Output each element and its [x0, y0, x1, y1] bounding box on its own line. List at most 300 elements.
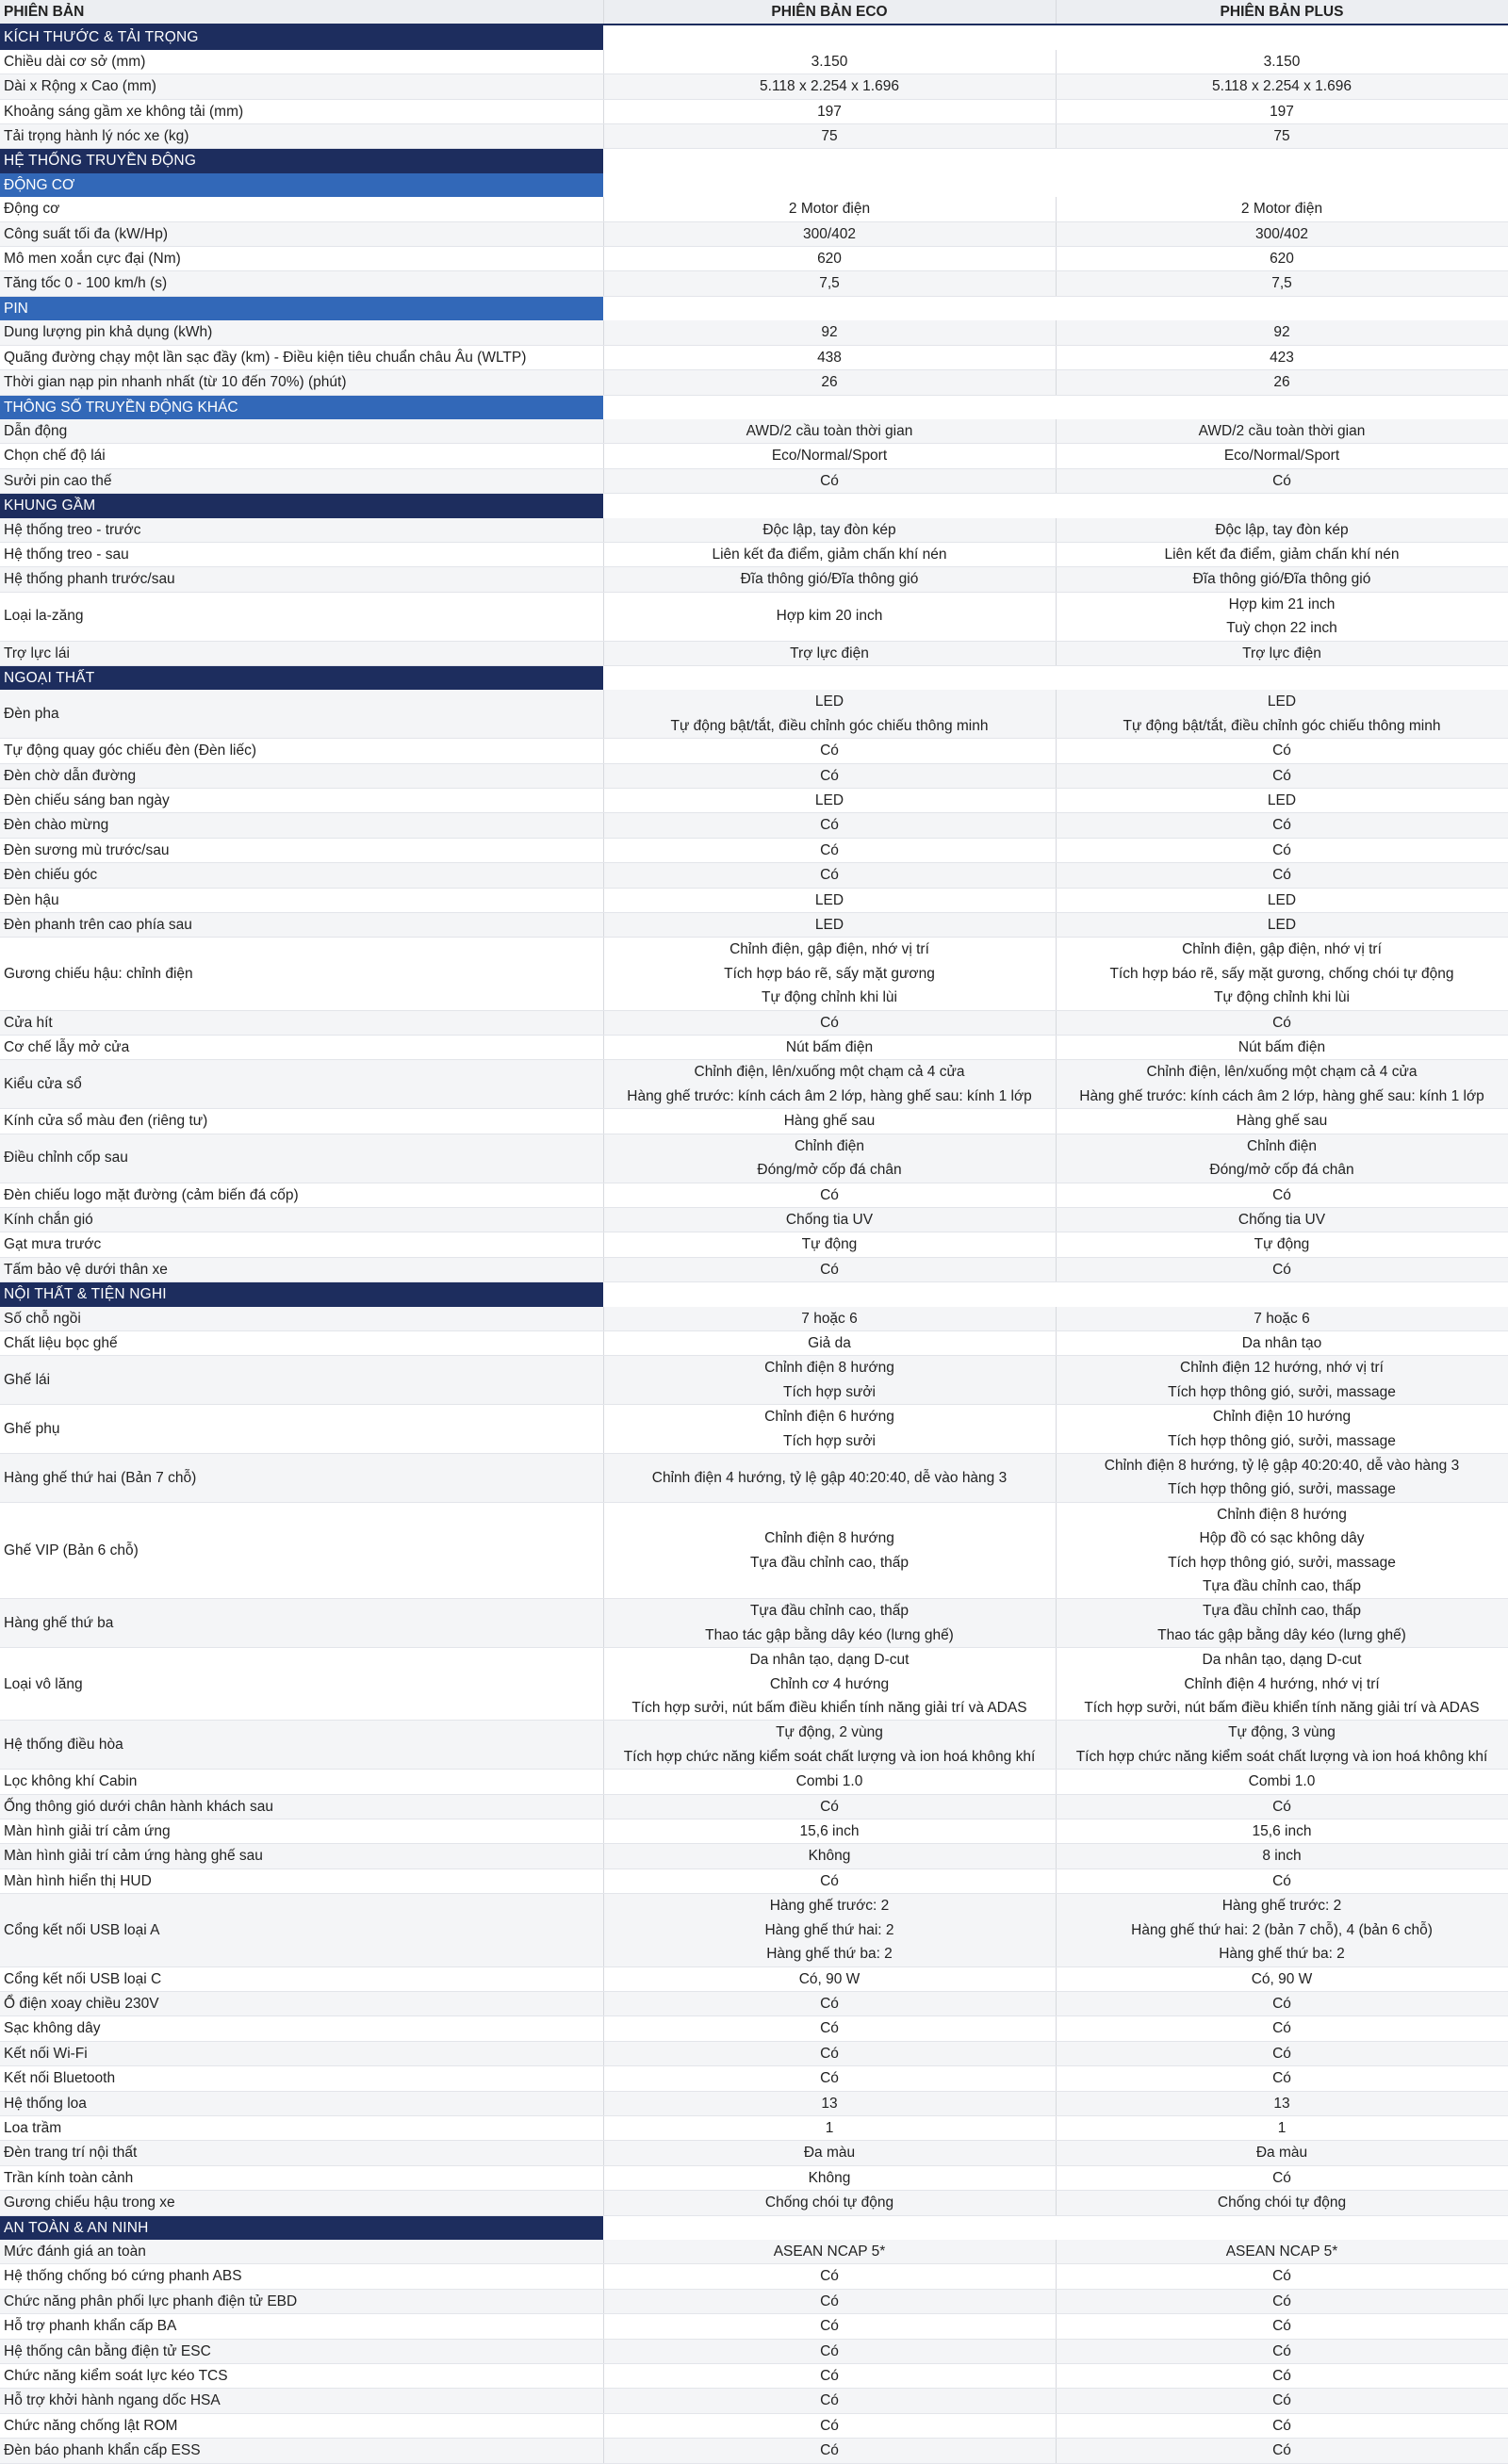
- spec-value-plus: [1056, 2141, 1508, 2165]
- spec-row: [0, 789, 1508, 813]
- section-fill: [603, 296, 1056, 320]
- spec-value-line: Combi 1.0: [1248, 1773, 1316, 1790]
- spec-value-line: Chỉnh điện, lên/xuống một chạm cả 4 cửa: [694, 1064, 965, 1081]
- spec-value-line: Liên kết đa điểm, giảm chấn khí nén: [1164, 546, 1400, 563]
- spec-label: Đèn báo phanh khẩn cấp ESS: [0, 2439, 603, 2463]
- spec-row: [0, 99, 1508, 123]
- spec-value-plus: [1056, 2314, 1508, 2339]
- spec-label: Màn hình giải trí cảm ứng hàng ghế sau: [0, 1844, 603, 1868]
- spec-label: Đèn chiếu logo mặt đường (cảm biến đá cốp): [0, 1183, 603, 1207]
- spec-row: [0, 542, 1508, 566]
- spec-value-line: 3.150: [1263, 53, 1301, 70]
- spec-value-plus: [1056, 271, 1508, 296]
- spec-value-eco: [603, 370, 1056, 395]
- spec-value-plus: [1056, 1502, 1508, 1599]
- spec-row: [0, 370, 1508, 395]
- spec-value-plus: [1056, 2066, 1508, 2091]
- spec-label: Cơ chế lẫy mở cửa: [0, 1036, 603, 1060]
- spec-row: [0, 1599, 1508, 1648]
- spec-label: Lọc không khí Cabin: [0, 1770, 603, 1794]
- spec-value-line: Có: [820, 2293, 839, 2309]
- spec-label: Động cơ: [0, 197, 603, 221]
- spec-value-line: LED: [814, 694, 844, 710]
- spec-value-line: Có: [820, 742, 839, 759]
- spec-label: Chất liệu bọc ghế: [0, 1330, 603, 1355]
- spec-value-line: Chống tia UV: [785, 1211, 874, 1228]
- spec-value-line: Liên kết đa điểm, giảm chấn khí nén: [712, 546, 947, 563]
- spec-value-eco: [603, 1770, 1056, 1794]
- spec-label: Hệ thống treo - trước: [0, 518, 603, 543]
- spec-value-plus: [1056, 2240, 1508, 2264]
- section-fill: [603, 1282, 1056, 1307]
- spec-label: Chức năng phân phối lực phanh điện tử EBD: [0, 2289, 603, 2313]
- spec-row: [0, 838, 1508, 862]
- spec-value-plus: [1056, 1330, 1508, 1355]
- spec-value-line: Có: [820, 2368, 839, 2384]
- spec-value-plus: [1056, 2191, 1508, 2215]
- spec-value-line: 7 hoặc 6: [1254, 1310, 1310, 1327]
- spec-value-line: LED: [1267, 891, 1297, 908]
- spec-value-line: Có: [1272, 2368, 1291, 2384]
- spec-row: [0, 468, 1508, 493]
- spec-value-line: Có: [1272, 2268, 1291, 2285]
- spec-row: [0, 444, 1508, 468]
- spec-value-line: Có: [1272, 841, 1291, 858]
- spec-value-line: Có: [820, 2045, 839, 2062]
- spec-value-eco: [603, 913, 1056, 938]
- spec-value-line: Tự động bật/tắt, điều chỉnh góc chiếu thông minh: [670, 717, 989, 734]
- spec-value-line: Tích hợp thông gió, sưởi, massage: [1168, 1554, 1396, 1571]
- spec-label: Hệ thống treo - sau: [0, 542, 603, 566]
- spec-value-line: Có: [820, 817, 839, 834]
- spec-value-eco: [603, 221, 1056, 246]
- spec-row: [0, 1966, 1508, 1991]
- spec-value-line: LED: [1267, 792, 1297, 808]
- spec-value-line: Chỉnh điện 12 hướng, nhớ vị trí: [1180, 1360, 1384, 1377]
- spec-value-line: Có: [820, 2268, 839, 2285]
- spec-value-line: Tích hợp sưởi: [783, 1432, 876, 1449]
- spec-value-line: Tự động bật/tắt, điều chỉnh góc chiếu thông minh: [1123, 717, 1441, 734]
- spec-value-plus: [1056, 641, 1508, 665]
- section-fill: [1056, 395, 1508, 419]
- spec-value-line: Có: [820, 1995, 839, 2012]
- spec-value-plus: [1056, 1991, 1508, 2015]
- spec-row: [0, 1232, 1508, 1257]
- spec-value-eco: [603, 2141, 1056, 2165]
- spec-row: [0, 1134, 1508, 1183]
- spec-value-line: Có: [1272, 1261, 1291, 1278]
- spec-label: Mức đánh giá an toàn: [0, 2240, 603, 2264]
- spec-value-line: Chỉnh điện 8 hướng: [1217, 1506, 1347, 1523]
- spec-value-line: LED: [814, 891, 844, 908]
- spec-label: Đèn pha: [0, 690, 603, 738]
- spec-label: Dẫn động: [0, 419, 603, 444]
- section-title: KÍCH THƯỚC & TẢI TRỌNG: [0, 24, 603, 49]
- spec-row: [0, 1330, 1508, 1355]
- section-fill: [603, 24, 1056, 49]
- spec-value-line: Có: [820, 1261, 839, 1278]
- subsection-header-row: [0, 173, 1508, 197]
- spec-value-line: Tích hợp chức năng kiểm soát chất lượng và ion hoá không khí: [1075, 1748, 1488, 1765]
- spec-label: Tấm bảo vệ dưới thân xe: [0, 1257, 603, 1281]
- spec-label: Ghế phụ: [0, 1405, 603, 1454]
- spec-value-line: Da nhân tạo, dạng D-cut: [1202, 1652, 1362, 1669]
- spec-value-line: 26: [821, 374, 838, 391]
- spec-label: Chiều dài cơ sở (mm): [0, 50, 603, 74]
- spec-value-line: Tự động: [801, 1236, 858, 1253]
- spec-value-eco: [603, 271, 1056, 296]
- spec-value-line: LED: [814, 917, 844, 934]
- spec-value-line: Tích hợp thông gió, sưởi, massage: [1168, 1383, 1396, 1400]
- spec-value-plus: [1056, 1109, 1508, 1134]
- spec-row: [0, 1502, 1508, 1599]
- section-fill: [603, 494, 1056, 518]
- spec-value-eco: [603, 2016, 1056, 2041]
- spec-row: [0, 2289, 1508, 2313]
- spec-value-line: 300/402: [1254, 225, 1309, 242]
- spec-value-line: 7 hoặc 6: [801, 1310, 858, 1327]
- section-fill: [603, 149, 1056, 173]
- spec-value-line: Đóng/mở cốp đá chân: [757, 1162, 902, 1179]
- spec-value-line: Hàng ghế trước: kính cách âm 2 lớp, hàng ghế sau: kính 1 lớp: [627, 1087, 1032, 1104]
- spec-value-line: AWD/2 cầu toàn thời gian: [1198, 422, 1366, 439]
- spec-value-line: Có: [1272, 817, 1291, 834]
- spec-value-line: Có: [1272, 2417, 1291, 2434]
- spec-value-eco: [603, 1966, 1056, 1991]
- spec-value-eco: [603, 1721, 1056, 1770]
- spec-value-line: Có: [820, 867, 839, 884]
- spec-value-line: Tích hợp báo rẽ, sấy mặt gương: [724, 965, 935, 982]
- spec-value-line: Có: [1272, 742, 1291, 759]
- spec-row: [0, 345, 1508, 369]
- spec-value-plus: [1056, 1868, 1508, 1893]
- spec-value-line: Có: [1272, 767, 1291, 784]
- spec-value-line: Nút bấm điện: [785, 1039, 874, 1056]
- section-header-row: [0, 24, 1508, 49]
- spec-row: [0, 2314, 1508, 2339]
- spec-value-line: Có: [1272, 1995, 1291, 2012]
- spec-value-line: Có: [1272, 2293, 1291, 2309]
- spec-label: Quãng đường chạy một lần sạc đầy (km) - Điều kiện tiêu chuẩn châu Âu (WLTP): [0, 345, 603, 369]
- spec-label: Hệ thống điều hòa: [0, 1721, 603, 1770]
- spec-value-plus: [1056, 345, 1508, 369]
- header-row: [0, 0, 1508, 24]
- spec-value-line: Hàng ghế thứ hai: 2: [764, 1921, 894, 1938]
- spec-value-plus: [1056, 1183, 1508, 1207]
- spec-value-line: 8 inch: [1262, 1848, 1302, 1865]
- spec-label: Kiểu cửa sổ: [0, 1060, 603, 1109]
- spec-value-line: Chỉnh cơ 4 hướng: [769, 1675, 890, 1692]
- spec-value-line: Có: [820, 1014, 839, 1031]
- spec-label: Cổng kết nối USB loại A: [0, 1894, 603, 1966]
- spec-value-line: Có: [820, 1872, 839, 1889]
- spec-value-line: Hàng ghế thứ hai: 2 (bản 7 chỗ), 4 (bản 6 chỗ): [1131, 1921, 1433, 1938]
- spec-row: [0, 1405, 1508, 1454]
- spec-value-eco: [603, 1868, 1056, 1893]
- spec-row: [0, 2339, 1508, 2363]
- spec-value-eco: [603, 1356, 1056, 1405]
- spec-label: Hàng ghế thứ ba: [0, 1599, 603, 1648]
- spec-label: Đèn chiếu góc: [0, 863, 603, 888]
- spec-value-line: Có: [820, 1798, 839, 1815]
- spec-value-plus: [1056, 419, 1508, 444]
- spec-row: [0, 1844, 1508, 1868]
- spec-label: Đèn trang trí nội thất: [0, 2141, 603, 2165]
- spec-value-line: LED: [1267, 917, 1297, 934]
- spec-label: Hệ thống chống bó cứng phanh ABS: [0, 2264, 603, 2289]
- spec-value-plus: [1056, 1134, 1508, 1183]
- spec-label: Kết nối Wi-Fi: [0, 2041, 603, 2065]
- spec-value-eco: [603, 1060, 1056, 1109]
- spec-value-line: Chỉnh điện 8 hướng, tỷ lệ gập 40:20:40, dễ vào hàng 3: [1104, 1457, 1460, 1474]
- spec-value-line: Có: [1272, 2169, 1291, 2186]
- spec-body: [0, 24, 1508, 2463]
- spec-value-eco: [603, 1183, 1056, 1207]
- spec-value-plus: [1056, 197, 1508, 221]
- spec-value-line: 7,5: [819, 275, 840, 292]
- spec-value-line: Chống chói tự động: [764, 2195, 894, 2211]
- spec-value-line: Chỉnh điện 4 hướng, nhớ vị trí: [1184, 1675, 1380, 1692]
- spec-label: Kính chắn gió: [0, 1207, 603, 1232]
- section-title: NGOẠI THẤT: [0, 665, 603, 690]
- spec-value-line: Hàng ghế trước: 2: [1221, 1898, 1342, 1915]
- spec-value-line: LED: [814, 792, 844, 808]
- spec-value-line: 5.118 x 2.254 x 1.696: [1212, 78, 1352, 95]
- spec-value-plus: [1056, 2016, 1508, 2041]
- spec-value-eco: [603, 345, 1056, 369]
- spec-value-eco: [603, 50, 1056, 74]
- spec-label: Ghế VIP (Bản 6 chỗ): [0, 1502, 603, 1599]
- spec-value-eco: [603, 1330, 1056, 1355]
- spec-value-line: Có: [1272, 867, 1291, 884]
- spec-value-line: 1: [1277, 2119, 1287, 2136]
- spec-value-plus: [1056, 1036, 1508, 1060]
- spec-label: Hỗ trợ phanh khẩn cấp BA: [0, 2314, 603, 2339]
- section-fill: [603, 173, 1056, 197]
- spec-label: Hệ thống loa: [0, 2091, 603, 2115]
- spec-value-line: ASEAN NCAP 5*: [1225, 2243, 1338, 2260]
- spec-value-eco: [603, 2413, 1056, 2438]
- spec-value-line: 438: [817, 349, 842, 366]
- spec-value-line: Chỉnh điện 4 hướng, tỷ lệ gập 40:20:40, dễ vào hàng 3: [651, 1469, 1008, 1486]
- spec-value-line: Có: [1272, 2045, 1291, 2062]
- spec-value-line: Đa màu: [1255, 2145, 1308, 2162]
- spec-row: [0, 2165, 1508, 2190]
- spec-value-eco: [603, 2066, 1056, 2091]
- header-plus: PHIÊN BẢN PLUS: [1056, 0, 1508, 24]
- section-title: AN TOÀN & AN NINH: [0, 2215, 603, 2240]
- spec-value-line: Tích hợp báo rẽ, sấy mặt gương, chống chói tự động: [1109, 965, 1454, 982]
- spec-row: [0, 2389, 1508, 2413]
- spec-label: Ổ điện xoay chiều 230V: [0, 1991, 603, 2015]
- spec-value-eco: [603, 2439, 1056, 2463]
- spec-value-eco: [603, 518, 1056, 543]
- section-header-row: [0, 2215, 1508, 2240]
- spec-value-line: Chống chói tự động: [1217, 2195, 1347, 2211]
- section-title: NỘI THẤT & TIỆN NGHI: [0, 1282, 603, 1307]
- spec-value-line: 620: [817, 251, 842, 268]
- spec-row: [0, 2041, 1508, 2065]
- spec-value-eco: [603, 863, 1056, 888]
- spec-value-plus: [1056, 1060, 1508, 1109]
- spec-value-line: Tựa đầu chỉnh cao, thấp: [749, 1603, 910, 1620]
- spec-value-line: Độc lập, tay đòn kép: [762, 521, 896, 538]
- spec-value-line: 26: [1273, 374, 1290, 391]
- spec-value-eco: [603, 838, 1056, 862]
- spec-value-eco: [603, 320, 1056, 345]
- spec-value-eco: [603, 1232, 1056, 1257]
- spec-label: Loa trầm: [0, 2115, 603, 2140]
- spec-row: [0, 518, 1508, 543]
- spec-value-plus: [1056, 739, 1508, 763]
- spec-value-eco: [603, 2264, 1056, 2289]
- spec-value-line: Chỉnh điện 10 hướng: [1212, 1409, 1352, 1426]
- spec-label: Đèn sương mù trước/sau: [0, 838, 603, 862]
- spec-value-line: Có: [1272, 2318, 1291, 2335]
- spec-row: [0, 1770, 1508, 1794]
- spec-row: [0, 2115, 1508, 2140]
- spec-value-line: 1: [825, 2119, 834, 2136]
- spec-value-plus: [1056, 2264, 1508, 2289]
- section-fill: [1056, 665, 1508, 690]
- spec-row: [0, 1307, 1508, 1331]
- spec-label: Dung lượng pin khả dụng (kWh): [0, 320, 603, 345]
- spec-row: [0, 1991, 1508, 2015]
- spec-value-plus: [1056, 1721, 1508, 1770]
- spec-value-line: Có: [820, 2020, 839, 2037]
- spec-value-line: Hàng ghế trước: 2: [769, 1898, 890, 1915]
- spec-label: Màn hình giải trí cảm ứng: [0, 1819, 603, 1844]
- spec-value-plus: [1056, 1770, 1508, 1794]
- spec-row: [0, 1060, 1508, 1109]
- spec-label: Hệ thống cân bằng điện tử ESC: [0, 2339, 603, 2363]
- spec-value-line: 197: [1270, 103, 1294, 120]
- spec-value-line: 75: [821, 128, 838, 145]
- spec-row: [0, 1721, 1508, 1770]
- spec-value-line: Da nhân tạo: [1241, 1334, 1322, 1351]
- section-fill: [1056, 1282, 1508, 1307]
- spec-value-line: Có: [820, 2070, 839, 2087]
- spec-value-plus: [1056, 813, 1508, 838]
- spec-label: Loại la-zăng: [0, 592, 603, 641]
- spec-row: [0, 567, 1508, 592]
- section-fill: [1056, 494, 1508, 518]
- spec-value-line: Tựa đầu chỉnh cao, thấp: [1202, 1603, 1362, 1620]
- spec-row: [0, 1207, 1508, 1232]
- spec-value-eco: [603, 2389, 1056, 2413]
- spec-row: [0, 2016, 1508, 2041]
- section-header-row: [0, 1282, 1508, 1307]
- spec-value-line: Chỉnh điện 6 hướng: [764, 1409, 894, 1426]
- spec-row: [0, 1894, 1508, 1966]
- spec-value-line: Có: [1272, 2020, 1291, 2037]
- spec-value-plus: [1056, 320, 1508, 345]
- section-fill: [1056, 296, 1508, 320]
- spec-value-line: ASEAN NCAP 5*: [773, 2243, 886, 2260]
- spec-value-plus: [1056, 1453, 1508, 1502]
- spec-row: [0, 641, 1508, 665]
- spec-value-eco: [603, 1648, 1056, 1721]
- spec-value-eco: [603, 444, 1056, 468]
- spec-row: [0, 2091, 1508, 2115]
- subsection-title: ĐỘNG CƠ: [0, 173, 603, 197]
- spec-row: [0, 1356, 1508, 1405]
- spec-value-line: Tích hợp thông gió, sưởi, massage: [1168, 1432, 1396, 1449]
- spec-value-plus: [1056, 74, 1508, 99]
- spec-value-eco: [603, 74, 1056, 99]
- spec-value-line: 2 Motor điện: [1240, 201, 1323, 218]
- spec-value-plus: [1056, 1207, 1508, 1232]
- spec-value-eco: [603, 739, 1056, 763]
- spec-value-eco: [603, 247, 1056, 271]
- spec-value-eco: [603, 1307, 1056, 1331]
- spec-label: Gương chiếu hậu trong xe: [0, 2191, 603, 2215]
- spec-value-line: Có: [1272, 2392, 1291, 2409]
- spec-value-line: LED: [1267, 694, 1297, 710]
- subsection-title: THÔNG SỐ TRUYỀN ĐỘNG KHÁC: [0, 395, 603, 419]
- header-eco: PHIÊN BẢN ECO: [603, 0, 1056, 24]
- spec-value-eco: [603, 2364, 1056, 2389]
- spec-value-plus: [1056, 2091, 1508, 2115]
- spec-label: Đèn hậu: [0, 888, 603, 912]
- spec-label: Khoảng sáng gầm xe không tải (mm): [0, 99, 603, 123]
- spec-value-line: Có: [820, 472, 839, 489]
- spec-value-line: 423: [1270, 349, 1294, 366]
- spec-value-line: 92: [1273, 324, 1290, 341]
- spec-row: [0, 2413, 1508, 2438]
- spec-value-plus: [1056, 444, 1508, 468]
- spec-row: [0, 50, 1508, 74]
- spec-value-line: AWD/2 cầu toàn thời gian: [746, 422, 913, 439]
- spec-row: [0, 197, 1508, 221]
- spec-label: Đèn chiếu sáng ban ngày: [0, 789, 603, 813]
- subsection-header-row: [0, 296, 1508, 320]
- spec-row: [0, 739, 1508, 763]
- spec-value-line: Tự động, 3 vùng: [1228, 1724, 1336, 1741]
- spec-value-line: Có: [820, 2417, 839, 2434]
- spec-value-line: Chỉnh điện, lên/xuống một chạm cả 4 cửa: [1146, 1064, 1418, 1081]
- spec-value-plus: [1056, 1648, 1508, 1721]
- spec-value-eco: [603, 2041, 1056, 2065]
- spec-label: Công suất tối đa (kW/Hp): [0, 221, 603, 246]
- spec-value-line: Có: [1272, 1014, 1291, 1031]
- spec-value-plus: [1056, 542, 1508, 566]
- spec-value-line: Có: [1272, 2442, 1291, 2459]
- spec-value-plus: [1056, 2413, 1508, 2438]
- spec-value-line: 197: [817, 103, 842, 120]
- section-header-row: [0, 494, 1508, 518]
- spec-value-eco: [603, 567, 1056, 592]
- spec-value-eco: [603, 690, 1056, 738]
- spec-label: Trần kính toàn cảnh: [0, 2165, 603, 2190]
- spec-label: Tự động quay góc chiếu đèn (Đèn liếc): [0, 739, 603, 763]
- spec-row: [0, 863, 1508, 888]
- spec-label: Đèn chào mừng: [0, 813, 603, 838]
- spec-value-plus: [1056, 1599, 1508, 1648]
- spec-value-line: Thao tác gập bằng dây kéo (lưng ghế): [1157, 1626, 1406, 1643]
- spec-value-plus: [1056, 1257, 1508, 1281]
- spec-value-eco: [603, 124, 1056, 149]
- spec-row: [0, 1648, 1508, 1721]
- spec-row: [0, 2439, 1508, 2463]
- spec-row: [0, 247, 1508, 271]
- spec-value-plus: [1056, 518, 1508, 543]
- spec-value-eco: [603, 468, 1056, 493]
- spec-value-plus: [1056, 2165, 1508, 2190]
- spec-row: [0, 2066, 1508, 2091]
- spec-value-plus: [1056, 888, 1508, 912]
- spec-label: Mô men xoắn cực đại (Nm): [0, 247, 603, 271]
